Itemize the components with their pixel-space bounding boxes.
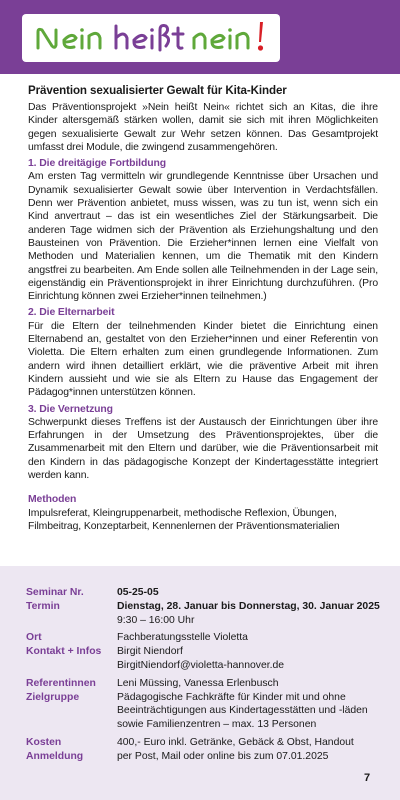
kosten-value: 400,- Euro inkl. Getränke, Gebäck & Obst, Handout xyxy=(117,736,354,748)
ort-label: Ort xyxy=(26,632,42,644)
logo-lettering-graphic xyxy=(32,18,272,58)
anmeldung-label: Anmeldung xyxy=(26,750,84,762)
anmeldung-value: per Post, Mail oder online bis zum 07.01.2025 xyxy=(117,750,329,762)
info-row-seminar xyxy=(26,586,386,600)
info-row-anmeldung xyxy=(26,750,386,764)
termin-value: Dienstag, 28. Januar bis Donnerstag, 30. Januar 2025 xyxy=(117,600,380,612)
section-heading-fortbildung: 1. Die dreitägige Fortbildung xyxy=(28,158,166,170)
section-heading-vernetzung: 3. Die Vernetzung xyxy=(28,403,113,415)
seminar-info-box xyxy=(0,566,400,800)
nein-heisst-nein-logo xyxy=(22,14,280,62)
seminar-value: 05-25-05 xyxy=(117,587,159,598)
termin-label: Termin xyxy=(26,600,60,612)
section-text-methoden: Impulsreferat, Kleingruppenarbeit, methodische Reflexion, Übungen, Filmbeitrag, Konzeptarbeit, Kennenlernen der Präventionsmaterialien xyxy=(28,507,340,532)
info-row-termin xyxy=(26,600,386,614)
referent-label: Referentinnen xyxy=(26,677,96,689)
info-row-time xyxy=(26,614,386,628)
ort-value: Fachberatungsstelle Violetta xyxy=(117,632,248,644)
info-row-referent xyxy=(26,677,386,691)
section-text-elternarbeit: Für die Eltern der teilnehmenden Kinder bietet die Einrichtung einen Elternabend an, gestaltet von den Erzieher*innen und einer Referentin von Violetta. Die Eltern erhalten zum einen grundlegende Informationen. Zum andern wird ihnen detailliert erklärt, wie die präventive Arbeit mit ihren Kindern aussieht und wie sie als Eltern zu Hause das Engagement der Pädagog*innen unterstützen können. xyxy=(28,320,378,399)
article xyxy=(28,83,378,533)
section-heading-elternarbeit: 2. Die Elternarbeit xyxy=(28,307,115,319)
section-text-fortbildung: Am ersten Tag vermitteln wir grundlegende Kenntnisse über Ursachen und Dynamik sexualisierter Gewalt sowie über Intervention in Verdachtsfällen. Denn wer Prävention anbietet, muss wissen, was zu tun ist, wenn sich ein Kind anvertraut – das ist ein wesentliches Ziel der Stärkungsarbeit. Die anderen Tage widmen sich der Prävention als Erziehungshaltung und den Bausteinen von Prävention. Die Erzieher*innen lernen eine Vielfalt von Methoden und Materialien kennen, um die Thematik mit den Kindern angstfrei zu bearbeiten. Am Ende sollen alle Teilnehmenden in der Lage sein, eigenständig ein Präventionsprojekt in ihrer Einrichtung durchzuführen. (Pro Einrichtung können zwei Erzieher*innen teilnehmen.) xyxy=(28,171,378,303)
section-heading-methoden: Methoden xyxy=(28,494,77,506)
seminar-label: Seminar Nr. xyxy=(26,587,84,598)
termin-time: 9:30 – 16:00 Uhr xyxy=(117,614,195,626)
info-row-kontakt xyxy=(26,645,386,659)
info-row-email xyxy=(26,659,386,673)
zielgruppe-value: Pädagogische Fachkräfte für Kinder mit und ohne Beeinträchtigungen aus Kindertagesstätten und -läden sowie Familienzentren – max. 13 Personen xyxy=(117,691,368,731)
kontakt-name: Birgit Niendorf xyxy=(117,646,183,658)
kontakt-label: Kontakt + Infos xyxy=(26,646,102,658)
kontakt-email: BirgitNiendorf@violetta-hannover.de xyxy=(117,659,285,671)
section-text-vernetzung: Schwerpunkt dieses Treffens ist der Austausch der Einrichtungen über ihre Erfahrungen in der Umsetzung des Präventionsprojektes, über die Zusammenarbeit mit den Eltern und darüber, wie die Präventionsarbeit mit den Kindern in das pädagogische Konzept der Kindertagesstätte integriert werden kann. xyxy=(28,416,378,482)
info-row-zielgruppe xyxy=(26,691,386,732)
article-title: Prävention sexualisierter Gewalt für Kita-Kinder xyxy=(28,84,287,97)
header-band xyxy=(0,0,400,74)
page-number: 7 xyxy=(364,772,371,784)
kosten-label: Kosten xyxy=(26,736,62,748)
info-row-kosten xyxy=(26,736,386,750)
referent-value: Leni Müssing, Vanessa Erlenbusch xyxy=(117,677,279,689)
info-row-ort xyxy=(26,631,386,645)
zielgruppe-label: Zielgruppe xyxy=(26,691,80,703)
article-intro: Das Präventionsprojekt »Nein heißt Nein« richtet sich an Kitas, die ihre Kinder altersgemäß stärken wollen, damit sie sich mit ihren Möglichkeiten gegen sexualisierte Gewalt zur Wehr setzen können. Das Gesamtprojekt umfasst drei Module, die zwingend zusammengehören. xyxy=(28,102,378,153)
